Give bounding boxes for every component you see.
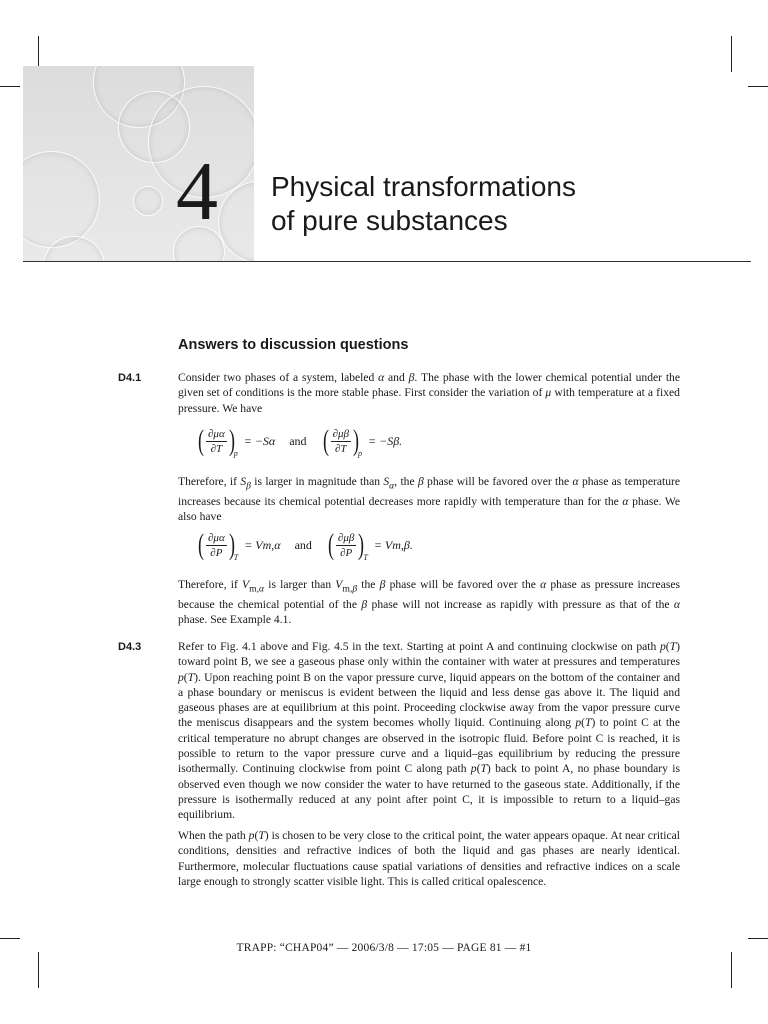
eq-rhs: = Vm,α: [244, 537, 281, 552]
page-footer: TRAPP: “CHAP04” — 2006/3/8 — 17:05 — PAGE 81 — #1: [236, 942, 532, 954]
crop-mark: [0, 86, 20, 87]
eq-denominator: ∂P: [340, 546, 353, 559]
eq-rhs: = −Sα: [243, 433, 276, 448]
eq-subscript: p: [233, 448, 238, 458]
eq-denominator: ∂P: [210, 546, 223, 559]
eq-numerator: ∂μα: [208, 531, 225, 544]
eq-rhs: = Vm,β.: [373, 537, 413, 552]
eq-numerator: ∂μβ: [337, 531, 355, 544]
eq-rhs: = −Sβ.: [368, 433, 403, 448]
answer-paragraph: Therefore, if $V_{m,\alpha}$ is larger than $V_{m,\beta}$ the β phase will be favored over the α phase as pressure increases because the chemical potential of the β phase will not increase as rapidly with pressure as that of the α phase. See Example 4.1.: [178, 578, 681, 626]
eq-and: and: [294, 537, 312, 552]
bubble-decoration: [23, 151, 100, 248]
crop-mark: [748, 86, 768, 87]
question-label: D4.1: [118, 372, 142, 384]
crop-mark: [748, 938, 768, 939]
eq-and: and: [289, 433, 307, 448]
eq-subscript: T: [233, 552, 239, 562]
crop-mark: [38, 952, 39, 988]
eq-numerator: ∂μα: [208, 427, 225, 440]
chapter-number: 4: [176, 145, 218, 238]
crop-mark: [731, 36, 732, 72]
chapter-title-line: Physical transformations: [271, 171, 577, 202]
equation: ( $\frac{\partial\mu\alpha}{\partial P}$ )$_T= Vm,\alpha$ and ( $\frac{\partial\mu\beta}{\partial P}$ )$_T= Vm,\beta$.: [198, 528, 413, 562]
eq-denominator: ∂T: [335, 442, 347, 455]
chapter-title: [271, 170, 576, 238]
answer-paragraph: Therefore, if $S_\beta$ is larger in magnitude than $S_\alpha$, the β phase will be favored over the α phase as temperature increases because its chemical potential decreases more rapidly with temperature than for the α phase. We also have: [178, 475, 681, 523]
bubble-decoration: [133, 186, 163, 216]
answer-paragraph: Consider two phases of a system, labeled α and β. The phase with the lower chemical potential under the given set of conditions is the more stable phase. First consider the variation of μ with temperature at a fixed pressure. We have: [178, 371, 680, 415]
eq-denominator: ∂T: [210, 442, 223, 455]
question-label: D4.3: [118, 641, 142, 653]
eq-subscript: T: [363, 552, 368, 562]
chapter-title-line: of pure substances: [271, 205, 508, 236]
equation: ( $\frac{\partial\mu\alpha}{\partial T}$ )$_p= -S\alpha$ and ( $\frac{\partial\mu\beta}{\partial T}$ )$_p= -S\beta$.: [198, 424, 403, 458]
crop-mark: [731, 952, 732, 988]
answer-paragraph: When the path p(T) is chosen to be very close to the critical point, the water appears opaque. At near critical conditions, densities and refractive indices of both the liquid and gas phases are nearly identical. Furthermore, molecular fluctuations cause spatial variations of densities and refractive indices on a scale large enough to strongly scatter visible light. This is called critical opalescence.: [178, 829, 680, 888]
section-heading: Answers to discussion questions: [178, 337, 409, 353]
title-rule: [23, 261, 751, 262]
eq-subscript: p: [358, 448, 362, 458]
crop-mark: [0, 938, 20, 939]
eq-numerator: ∂μβ: [332, 427, 349, 440]
answer-paragraph: Refer to Fig. 4.1 above and Fig. 4.5 in the text. Starting at point A and continuing clockwise on path p(T) toward point B, we see a gaseous phase only within the container with water at pressures and temperatures p(T). Upon reaching point B on the vapor pressure curve, liquid appears on the bottom of the container and a phase boundary or meniscus is evident between the liquid and less dense gas above it. The liquid and gaseous phases are at equilibrium at this point. Proceeding clockwise away from the vapor pressure curve the meniscus disappears and the system becomes wholly liquid. Continuing along p(T) to point C at the critical temperature no abrupt changes are observed in the isotropic fluid. Before point C is reached, it is possible to return to the vapor pressure curve and a liquid–gas equilibrium by reducing the pressure isothermally. Continuing clockwise from point C along path p(T) back to point A, no phase boundary is observed even though we now consider the water to have returned to the gaseous state. Additionally, if the pressure is isothermally reduced at any point after point C, it is impossible to return to a liquid–gas equilibrium.: [178, 640, 680, 822]
